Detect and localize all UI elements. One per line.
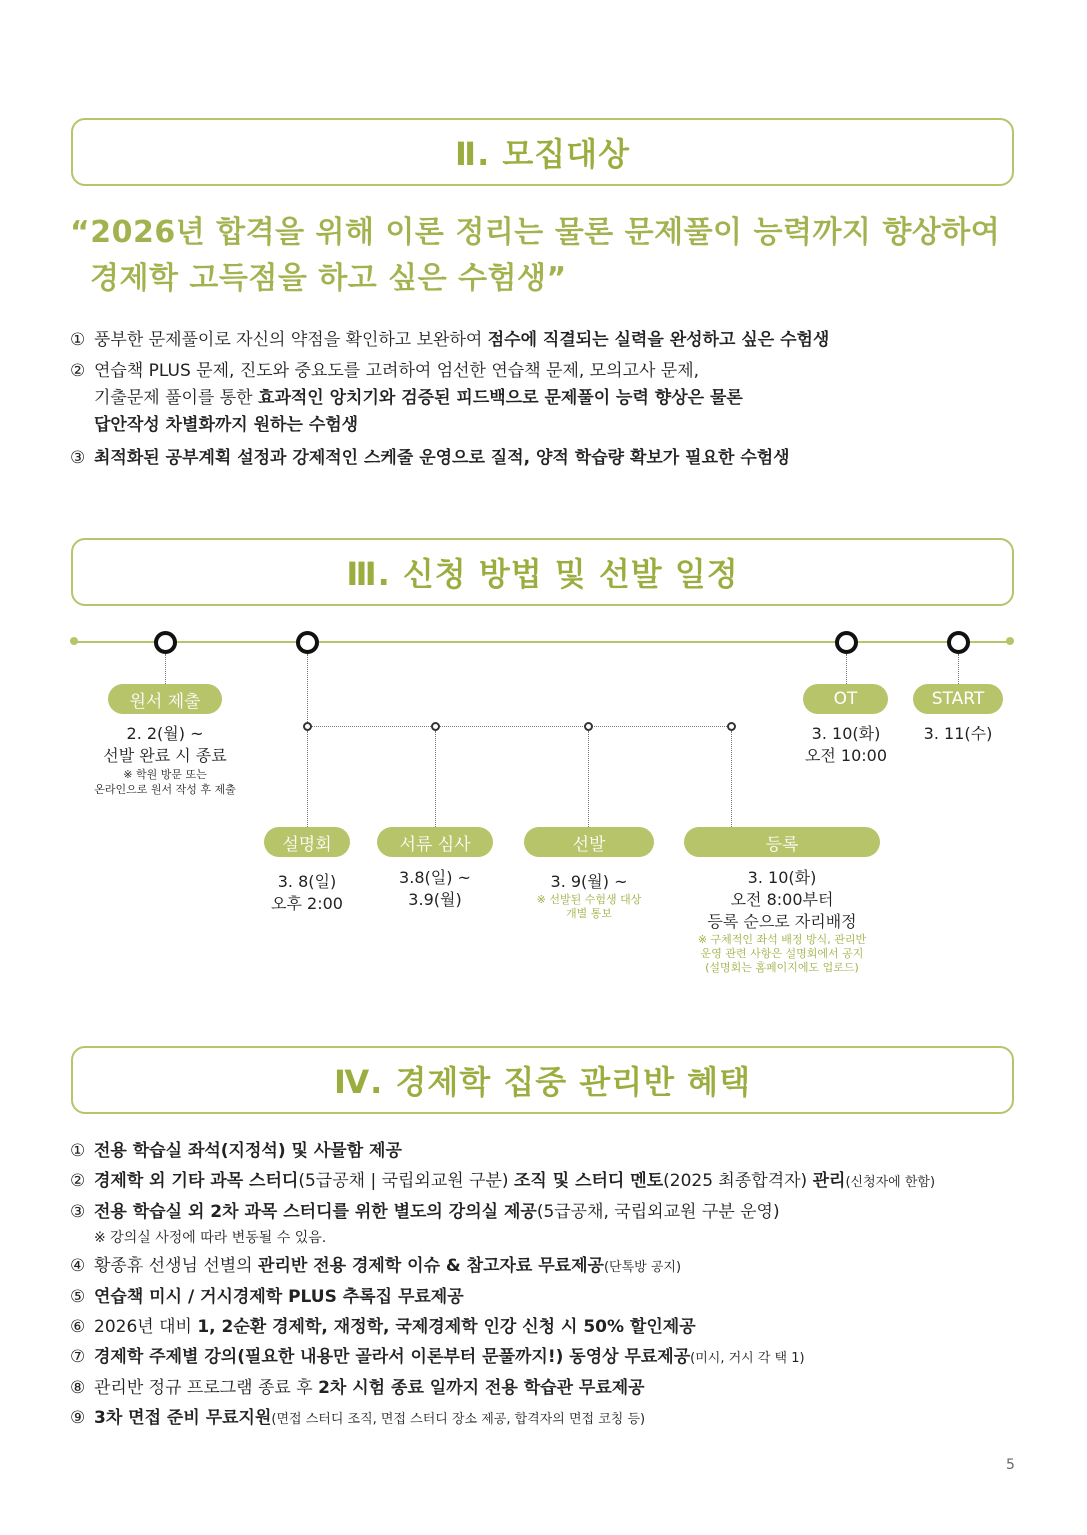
- milestone-start-circle: [947, 631, 970, 654]
- caption-ot: 3. 10(화) 오전 10:00: [804, 724, 888, 765]
- quote-line-1: “2026년 합격을 위해 이론 정리는 물론 문제풀이 능력까지 향상하여: [70, 215, 1001, 250]
- caption-briefing: 3. 8(일) 오후 2:00: [271, 872, 343, 913]
- connector: [307, 654, 308, 726]
- list-item: ② 연습책 PLUS 문제, 진도와 중요도를 고려하여 엄선한 연습책 문제, 모의고사 문제,: [70, 361, 700, 381]
- list-item: ⑧ 관리반 정규 프로그램 종료 후 2차 시험 종료 일까지 전용 학습관 무료제공: [70, 1378, 645, 1398]
- pill-document: 서류 심사: [377, 827, 493, 857]
- section-3-header: [71, 538, 1014, 606]
- list-note: ※ 강의실 사정에 따라 변동될 수 있음.: [94, 1230, 327, 1246]
- list-item: ③ 최적화된 공부계획 설정과 강제적인 스케줄 운영으로 질적, 양적 학습량 확보가 필요한 수험생: [70, 448, 790, 468]
- sub-node-document: [431, 722, 440, 731]
- timeline-start-dot: [70, 637, 78, 645]
- pill-registration: 등록: [684, 827, 880, 857]
- list-item: ④ 황종휴 선생님 선별의 관리반 전용 경제학 이슈 & 참고자료 무료제공(단톡방 공지): [70, 1256, 682, 1276]
- list-item-continued: 기출문제 풀이를 통한 효과적인 앙치기와 검증된 피드백으로 문제풀이 능력 향상은 물론: [94, 388, 743, 408]
- timeline-line: [73, 641, 1013, 643]
- list-item: ① 풍부한 문제풀이로 자신의 약점을 확인하고 보완하여 점수에 직결되는 실력을 완성하고 싶은 수험생: [70, 330, 830, 350]
- list-item: ② 경제학 외 기타 과목 스터디(5급공채 | 국립외교원 구분) 조직 및 스터디 멘토(2025 최종합격자) 관리(신청자에 한함): [70, 1171, 936, 1191]
- section-3-title: Ⅲ. 신청 방법 및 선발 일정: [346, 555, 739, 593]
- target-list: [70, 327, 1060, 472]
- section-2-title: Ⅱ. 모집대상: [454, 135, 631, 173]
- connector: [731, 731, 732, 827]
- list-item: ⑦ 경제학 주제별 강의(필요한 내용만 골라서 이론부터 문풀까지!) 동영상 무료제공(미시, 거시 각 택 1): [70, 1347, 805, 1367]
- caption-selection: 3. 9(월) ~ ※ 선발된 수험생 대상 개별 통보: [536, 872, 642, 920]
- list-item: ⑤ 연습책 미시 / 거시경제학 PLUS 추록집 무료제공: [70, 1287, 464, 1307]
- sub-timeline-line: [311, 726, 731, 727]
- pill-start: START: [913, 684, 1003, 714]
- connector: [435, 731, 436, 827]
- milestone-ot-circle: [835, 631, 858, 654]
- caption-start: 3. 11(수): [923, 724, 993, 743]
- benefits-list: [70, 1138, 1060, 1433]
- quote-line-2: 경제학 고득점을 하고 싶은 수험생”: [90, 261, 567, 296]
- connector: [588, 731, 589, 827]
- pill-application: 원서 제출: [108, 684, 222, 714]
- pill-briefing: 설명회: [264, 827, 350, 857]
- page-number: 5: [1006, 1457, 1015, 1473]
- connector: [846, 654, 847, 686]
- list-item: ③ 전용 학습실 외 2차 과목 스터디를 위한 별도의 강의실 제공(5급공채, 국립외교원 구분 운영): [70, 1202, 780, 1222]
- pill-ot: OT: [803, 684, 888, 714]
- pill-selection: 선발: [524, 827, 654, 857]
- list-item-continued: 답안작성 차별화까지 원하는 수험생: [94, 415, 359, 435]
- milestone-process-circle: [296, 631, 319, 654]
- list-item: ⑨ 3차 면접 준비 무료지원(면접 스터디 조직, 면접 스터디 장소 제공, 합격자의 면접 코칭 등): [70, 1408, 646, 1428]
- connector: [165, 654, 166, 686]
- caption-document: 3.8(일) ~ 3.9(월): [399, 868, 471, 909]
- caption-application: 2. 2(월) ~ 선발 완료 시 종료 ※ 학원 방문 또는 온라인으로 원서 작성 후 제출: [94, 724, 236, 796]
- sub-node-briefing: [303, 722, 312, 731]
- section-4-title: Ⅳ. 경제학 집중 관리반 혜택: [334, 1063, 751, 1101]
- milestone-application-circle: [154, 631, 177, 654]
- caption-registration: 3. 10(화) 오전 8:00부터 등록 순으로 자리배정 ※ 구체적인 좌석 배정 방식, 관리반 운영 관련 사항은 설명회에서 공지 (설명회는 홈페이지에도 업로드): [697, 868, 867, 974]
- sub-node-selection: [584, 722, 593, 731]
- section-2-header: [71, 118, 1014, 186]
- list-item: ① 전용 학습실 좌석(지정석) 및 사물함 제공: [70, 1141, 402, 1161]
- sub-node-registration: [727, 722, 736, 731]
- section-4-header: [71, 1046, 1014, 1114]
- connector: [307, 731, 308, 827]
- timeline-end-dot: [1006, 637, 1014, 645]
- connector: [958, 654, 959, 686]
- list-item: ⑥ 2026년 대비 1, 2순환 경제학, 재정학, 국제경제학 인강 신청 시 50% 할인제공: [70, 1317, 696, 1337]
- target-quote: [70, 210, 1030, 302]
